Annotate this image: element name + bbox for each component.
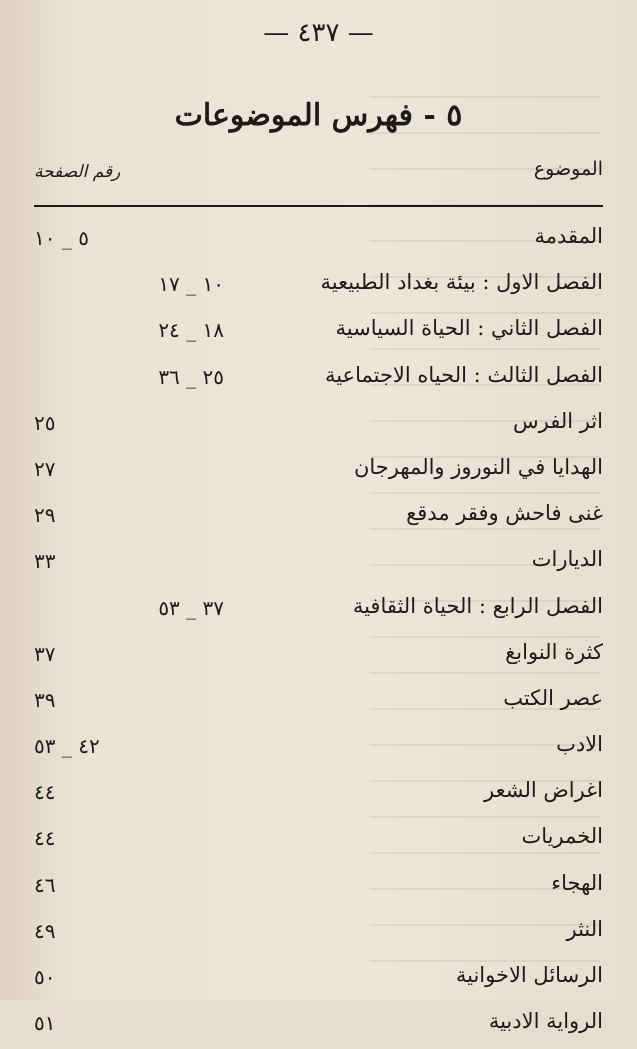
entry-title: الخمريات — [521, 824, 603, 849]
entry-title: اغراض الشعر — [484, 778, 603, 803]
index-entry — [34, 357, 603, 403]
entry-pages: ٢٩ — [34, 503, 56, 528]
entry-pages: ٢٧ — [34, 456, 56, 481]
index-entry — [34, 218, 603, 264]
entry-pages: ١٨ _ ٢٤ — [158, 318, 224, 343]
index-entry — [34, 449, 603, 495]
entry-pages: ١٠ _ ١٧ — [158, 272, 224, 297]
entry-pages: ٤٢ _ ٥٣ — [34, 734, 100, 759]
entry-title: الفصل الاول : بيئة بغداد الطبيعية — [320, 270, 603, 295]
entry-title: الهدايا في النوروز والمهرجان — [353, 454, 603, 479]
entry-title: الفصل الثالث : الحياه الاجتماعية — [324, 362, 603, 387]
entry-pages: ٥٠ — [34, 965, 56, 989]
index-entry — [34, 772, 603, 818]
index-entry — [34, 957, 603, 1003]
index-entry — [34, 403, 603, 449]
entry-pages: ٣٩ — [34, 687, 56, 712]
entry-pages: ٤٩ — [34, 918, 56, 943]
entry-title: الديارات — [531, 547, 603, 572]
page-column-label: رقم الصفحة — [34, 162, 121, 182]
index-entry — [34, 264, 603, 310]
page-number: — ٤٣٧ — — [263, 18, 374, 48]
entry-pages: ٤٤ — [34, 826, 56, 851]
entry-title: غنى فاحش وفقر مدقع — [406, 501, 603, 526]
entry-title: الفصل الرابع : الحياة الثقافية — [352, 593, 603, 618]
entry-title: الفصل الثاني : الحياة السياسية — [335, 316, 603, 341]
entry-pages: ٤٤ — [34, 780, 56, 805]
entry-title: عصر الكتب — [503, 685, 603, 710]
index-entry — [34, 1003, 603, 1049]
index-entry — [34, 865, 603, 911]
index-entry — [34, 634, 603, 680]
header-divider — [34, 205, 603, 207]
entry-title: النثر — [566, 916, 603, 941]
index-entry — [34, 818, 603, 864]
page-title: ٥ - فهرس الموضوعات — [174, 98, 463, 133]
index-entry — [34, 495, 603, 541]
entry-pages: ٣٧ _ ٥٣ — [158, 595, 224, 620]
index-entry — [34, 588, 603, 634]
entry-pages: ٢٥ — [34, 410, 56, 435]
topic-column-label: الموضوع — [533, 158, 603, 180]
entry-title: الادب — [556, 732, 603, 757]
index-entry — [34, 911, 603, 957]
entry-title: الرواية الادبية — [488, 1009, 603, 1034]
entry-title: اثر الفرس — [512, 408, 603, 433]
entry-pages: ٣٣ — [34, 549, 56, 574]
entry-title: المقدمة — [534, 224, 603, 248]
entry-pages: ٣٧ — [34, 641, 56, 666]
entry-pages: ٥١ — [34, 1011, 56, 1036]
index-entry — [34, 541, 603, 587]
index-entry — [34, 310, 603, 356]
index-list — [34, 218, 603, 1049]
entry-pages: ٤٦ — [34, 872, 56, 897]
entry-pages: ٢٥ _ ٣٦ — [158, 364, 224, 389]
entry-title: الهجاء — [551, 870, 603, 895]
index-entry — [34, 680, 603, 726]
entry-title: الرسائل الاخوانية — [455, 963, 603, 987]
index-header — [34, 158, 603, 192]
entry-title: كثرة النوابغ — [505, 639, 603, 664]
entry-pages: ٥ _ ١٠ — [34, 226, 89, 250]
index-entry — [34, 726, 603, 772]
